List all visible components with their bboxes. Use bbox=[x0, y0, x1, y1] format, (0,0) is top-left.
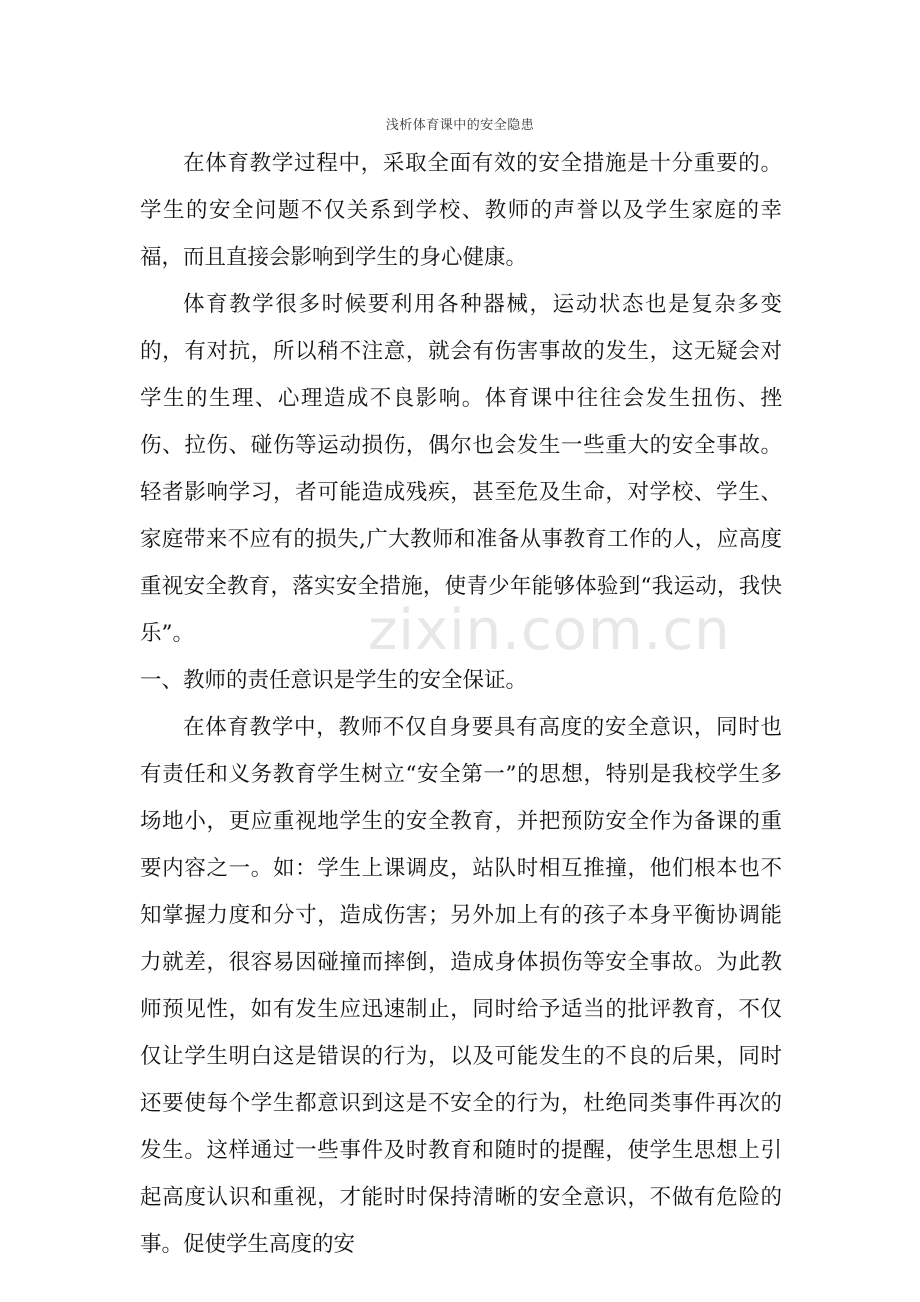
paragraph-risks: 体育教学很多时候要利用各种器械，运动状态也是复杂多变的，有对抗，所以稍不注意，就会有伤害事故的发生，这无疑会对学生的生理、心理造成不良影响。体育课中往往会发生扭伤、挫伤、拉伤、碰伤等运动损伤，偶尔也会发生一些重大的安全事故。轻者影响学习，者可能造成残疾，甚至危及生命，对学校、学生、家庭带来不应有的损失,广大教师和准备从事教育工作的人，应高度重视安全教育，落实安全措施，使青少年能够体验到“我运动，我快乐”。 bbox=[140, 292, 782, 646]
document-body bbox=[140, 140, 782, 1268]
section-heading: 一、教师的责任意识是学生的安全保证。 bbox=[140, 668, 528, 693]
paragraph-intro: 在体育教学过程中，采取全面有效的安全措施是十分重要的。学生的安全问题不仅关系到学校、教师的声誉以及学生家庭的幸福，而且直接会影响到学生的身心健康。 bbox=[140, 151, 782, 270]
document-title: 浅析体育课中的安全隐患 bbox=[385, 118, 535, 133]
watermark-text: zixin.com.cn bbox=[368, 598, 731, 663]
paragraph-teacher-responsibility: 在体育教学中，教师不仅自身要具有高度的安全意识，同时也有责任和义务教育学生树立“安全第一”的思想，特别是我校学生多场地小，更应重视地学生的安全教育，并把预防安全作为备课的重要内容之一。如：学生上课调皮，站队时相互推撞，他们根本也不知掌握力度和分寸，造成伤害；另外加上有的孩子本身平衡协调能力就差，很容易因碰撞而摔倒，造成身体损伤等安全事故。为此教师预见性，如有发生应迅速制止，同时给予适当的批评教育，不仅仅让学生明白这是错误的行为，以及可能发生的不良的后果，同时还要使每个学生都意识到这是不安全的行为，杜绝同类事件再次的发生。这样通过一些事件及时教育和随时的提醒，使学生思想上引起高度认识和重视，才能时时保持清晰的安全意识，不做有危险的事。促使学生高度的安 bbox=[140, 715, 782, 1257]
